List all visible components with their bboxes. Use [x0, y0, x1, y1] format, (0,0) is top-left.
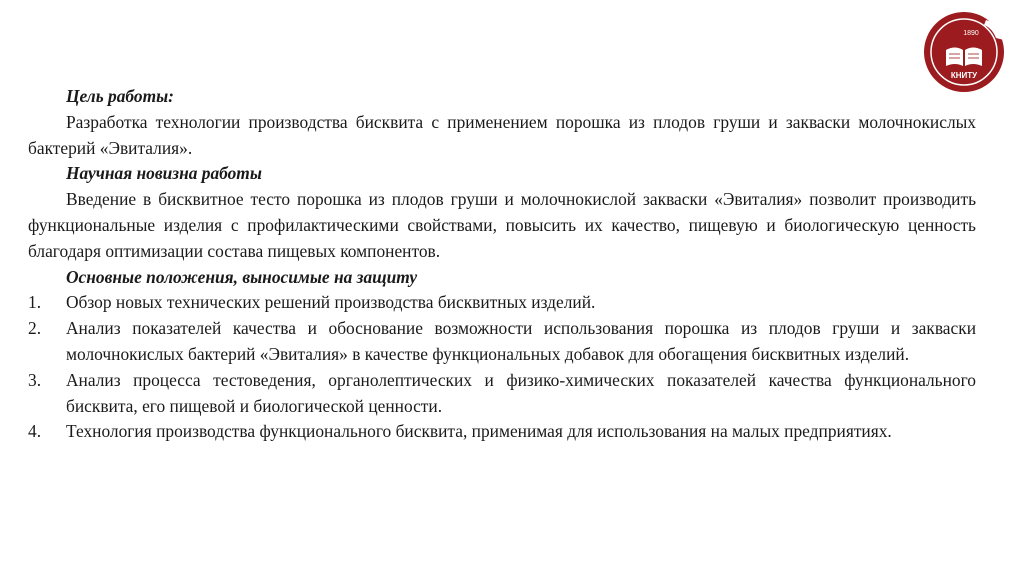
list-item-number: 2. [28, 318, 42, 339]
list-item-text: Анализ показателей качества и обоснование возможности использования порошка из плодов груши и закваски молочнокислых бактерий «Эвиталия» в качестве функциональных добавок для обогащения бисквитных изделий. [66, 318, 976, 364]
list-item-number: 3. [28, 369, 42, 390]
list-item [28, 368, 976, 420]
goal-text: Разработка технологии производства бисквита с применением порошка из плодов груши и закваски молочнокислых бактерий «Эвиталия». [28, 111, 976, 158]
novelty-heading: Научная новизна работы [66, 163, 262, 184]
list-item-number: 4. [28, 421, 42, 442]
list-item [28, 316, 976, 368]
university-logo-icon [922, 10, 1006, 94]
logo-year: 1890 [963, 30, 979, 37]
list-item-text: Обзор новых технических решений производства бисквитных изделий. [66, 292, 596, 313]
logo-name: КНИТУ [950, 71, 978, 80]
goal-heading: Цель работы: [66, 86, 174, 106]
list-item-number: 1. [28, 292, 42, 313]
list-item-text: Технология производства функционального бисквита, применимая для использования на малых предприятиях. [66, 421, 892, 442]
defense-heading: Основные положения, выносимые на защиту [66, 266, 418, 287]
list-item [28, 290, 976, 316]
list-item [28, 419, 976, 445]
list-item-text: Анализ процесса тестоведения, органолептических и физико-химических показателей качества функционального бисквита, его пищевой и биологической ценности. [66, 369, 976, 416]
slide-content [28, 84, 976, 445]
novelty-text: Введение в бисквитное тесто порошка из плодов груши и молочнокислой закваски «Эвиталия» позволит производить функциональные изделия с профилактическими свойствами, повысить их качество, пищевую и биологическую ценность благодаря оптимизации состава пищевых компонентов. [28, 189, 976, 261]
